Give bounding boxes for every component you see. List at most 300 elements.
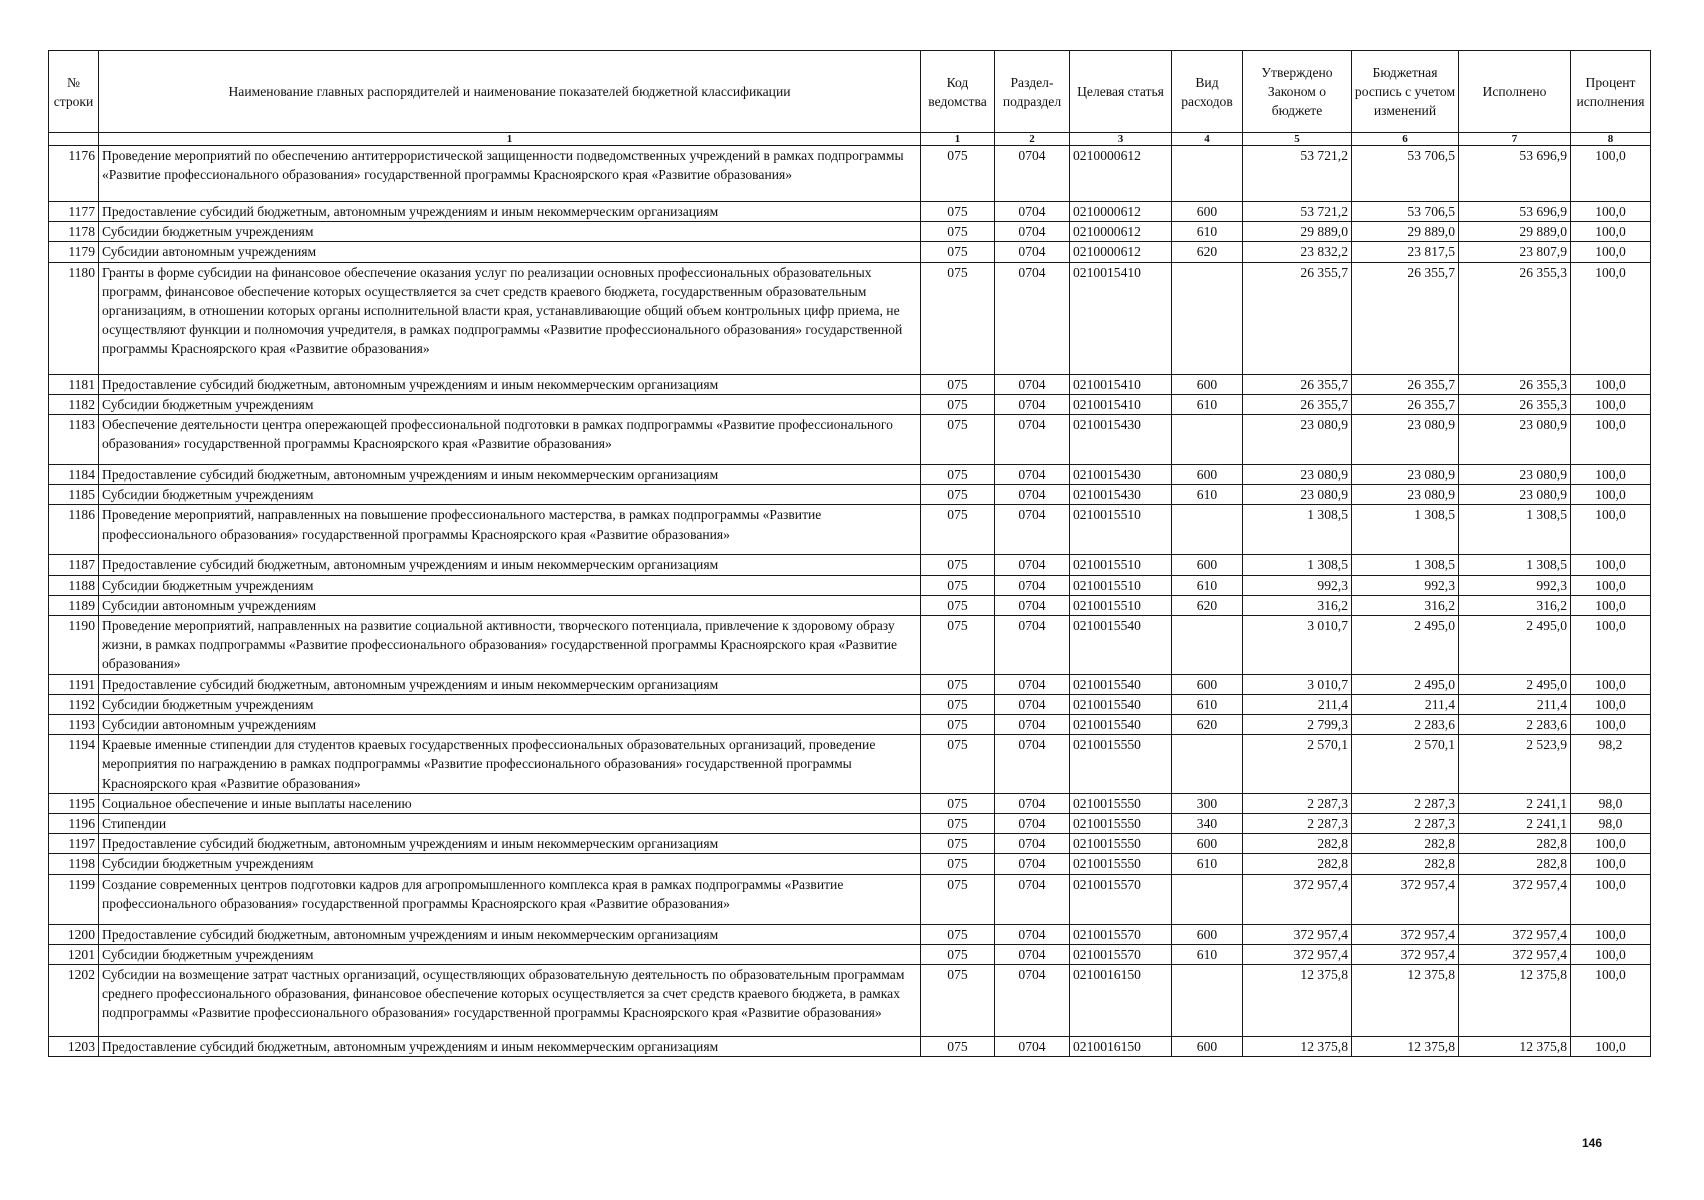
table-row <box>49 242 1651 262</box>
expense-type-cell: 600 <box>1172 202 1243 222</box>
indicator-name-cell: Проведение мероприятий по обеспечению антитеррористической защищенности подведомственных учреждений в рамках подпрограммы «Развитие профессионального образования» государственной программы Красноярского края «Развитие образования» <box>99 146 921 202</box>
header-cell: Бюджетная роспись с учетом изменений <box>1352 51 1459 133</box>
target-article-cell: 0210016150 <box>1070 1037 1172 1057</box>
header-cell: Исполнено <box>1459 51 1571 133</box>
execution-percent-cell: 100,0 <box>1571 1037 1651 1057</box>
page-number: 146 <box>1582 1136 1603 1150</box>
budget-schedule-cell: 372 957,4 <box>1352 924 1459 944</box>
expense-type-cell: 600 <box>1172 1037 1243 1057</box>
executed-amount-cell: 23 807,9 <box>1459 242 1571 262</box>
execution-percent-cell: 100,0 <box>1571 616 1651 675</box>
row-number-cell: 1184 <box>49 465 99 485</box>
department-code-cell: 075 <box>921 1037 995 1057</box>
budget-schedule-cell: 1 308,5 <box>1352 505 1459 555</box>
execution-percent-cell: 100,0 <box>1571 465 1651 485</box>
budget-schedule-cell: 2 495,0 <box>1352 616 1459 675</box>
row-number-cell: 1179 <box>49 242 99 262</box>
execution-percent-cell: 100,0 <box>1571 834 1651 854</box>
table-row <box>49 814 1651 834</box>
executed-amount-cell: 1 308,5 <box>1459 505 1571 555</box>
executed-amount-cell: 282,8 <box>1459 854 1571 874</box>
expense-type-cell: 620 <box>1172 715 1243 735</box>
indicator-name-cell: Предоставление субсидий бюджетным, автономным учреждениям и иным некоммерческим организациям <box>99 924 921 944</box>
approved-amount-cell: 1 308,5 <box>1243 555 1352 575</box>
header-cell: Вид расходов <box>1172 51 1243 133</box>
section-code-cell: 0704 <box>995 793 1070 813</box>
indicator-name-cell: Проведение мероприятий, направленных на развитие социальной активности, творческого потенциала, привлечение к здоровому образу жизни, в рамках подпрограммы «Развитие профессионального образования» государственной программы Красноярского края «Развитие образования» <box>99 616 921 675</box>
target-article-cell: 0210015550 <box>1070 735 1172 794</box>
table-row <box>49 616 1651 675</box>
execution-percent-cell: 100,0 <box>1571 694 1651 714</box>
expense-type-cell: 300 <box>1172 793 1243 813</box>
indicator-name-cell: Субсидии бюджетным учреждениям <box>99 694 921 714</box>
department-code-cell: 075 <box>921 715 995 735</box>
indicator-name-cell: Субсидии бюджетным учреждениям <box>99 854 921 874</box>
department-code-cell: 075 <box>921 374 995 394</box>
budget-schedule-cell: 29 889,0 <box>1352 222 1459 242</box>
expense-type-cell: 600 <box>1172 374 1243 394</box>
target-article-cell: 0210000612 <box>1070 242 1172 262</box>
section-code-cell: 0704 <box>995 202 1070 222</box>
row-number-cell: 1196 <box>49 814 99 834</box>
expense-type-cell: 600 <box>1172 924 1243 944</box>
approved-amount-cell: 3 010,7 <box>1243 674 1352 694</box>
table-row <box>49 674 1651 694</box>
execution-percent-cell: 98,0 <box>1571 793 1651 813</box>
target-article-cell: 0210015540 <box>1070 616 1172 675</box>
header-cell: Целевая статья <box>1070 51 1172 133</box>
budget-schedule-cell: 1 308,5 <box>1352 555 1459 575</box>
column-number-cell <box>49 133 99 146</box>
target-article-cell: 0210015570 <box>1070 924 1172 944</box>
approved-amount-cell: 992,3 <box>1243 575 1352 595</box>
table-row <box>49 374 1651 394</box>
indicator-name-cell: Субсидии на возмещение затрат частных организаций, осуществляющих образовательную деятельность по образовательным программам среднего профессионального образования, финансовое обеспечение которых осуществляется за счет средств краевого бюджета, в рамках подпрограммы «Развитие профессионального образования» государственной программы Красноярского края «Развитие образования» <box>99 965 921 1037</box>
section-code-cell: 0704 <box>995 575 1070 595</box>
table-row <box>49 715 1651 735</box>
approved-amount-cell: 2 799,3 <box>1243 715 1352 735</box>
department-code-cell: 075 <box>921 793 995 813</box>
column-number-cell: 4 <box>1172 133 1243 146</box>
table-row <box>49 924 1651 944</box>
department-code-cell: 075 <box>921 262 995 374</box>
section-code-cell: 0704 <box>995 965 1070 1037</box>
execution-percent-cell: 100,0 <box>1571 555 1651 575</box>
expense-type-cell: 340 <box>1172 814 1243 834</box>
executed-amount-cell: 26 355,3 <box>1459 394 1571 414</box>
indicator-name-cell: Обеспечение деятельности центра опережающей профессиональной подготовки в рамках подпрограммы «Развитие профессионального образования» государственной программы Красноярского края «Развитие образования» <box>99 415 921 465</box>
table-row <box>49 394 1651 414</box>
table-row <box>49 485 1651 505</box>
row-number-cell: 1188 <box>49 575 99 595</box>
indicator-name-cell: Краевые именные стипендии для студентов краевых государственных профессиональных образовательных организаций, проведение мероприятия по награждению в рамках подпрограммы «Развитие профессионального образования» государственной программы Красноярского края «Развитие образования» <box>99 735 921 794</box>
department-code-cell: 075 <box>921 415 995 465</box>
indicator-name-cell: Субсидии бюджетным учреждениям <box>99 944 921 964</box>
execution-percent-cell: 100,0 <box>1571 202 1651 222</box>
executed-amount-cell: 2 495,0 <box>1459 616 1571 675</box>
section-code-cell: 0704 <box>995 222 1070 242</box>
indicator-name-cell: Субсидии бюджетным учреждениям <box>99 222 921 242</box>
row-number-cell: 1198 <box>49 854 99 874</box>
department-code-cell: 075 <box>921 854 995 874</box>
table-body <box>49 146 1651 1057</box>
table-row <box>49 694 1651 714</box>
executed-amount-cell: 372 957,4 <box>1459 924 1571 944</box>
department-code-cell: 075 <box>921 694 995 714</box>
budget-schedule-cell: 282,8 <box>1352 854 1459 874</box>
row-number-cell: 1197 <box>49 834 99 854</box>
section-code-cell: 0704 <box>995 1037 1070 1057</box>
budget-schedule-cell: 372 957,4 <box>1352 874 1459 924</box>
table-row <box>49 944 1651 964</box>
target-article-cell: 0210015510 <box>1070 595 1172 615</box>
execution-percent-cell: 100,0 <box>1571 674 1651 694</box>
header-cell: № строки <box>49 51 99 133</box>
execution-percent-cell: 100,0 <box>1571 874 1651 924</box>
table-row <box>49 735 1651 794</box>
table-row <box>49 146 1651 202</box>
section-code-cell: 0704 <box>995 262 1070 374</box>
execution-percent-cell: 100,0 <box>1571 262 1651 374</box>
expense-type-cell: 610 <box>1172 394 1243 414</box>
column-number-cell: 2 <box>995 133 1070 146</box>
execution-percent-cell: 100,0 <box>1571 374 1651 394</box>
budget-schedule-cell: 282,8 <box>1352 834 1459 854</box>
target-article-cell: 0210015430 <box>1070 415 1172 465</box>
row-number-cell: 1181 <box>49 374 99 394</box>
target-article-cell: 0210015510 <box>1070 555 1172 575</box>
expense-type-cell: 600 <box>1172 674 1243 694</box>
approved-amount-cell: 1 308,5 <box>1243 505 1352 555</box>
department-code-cell: 075 <box>921 505 995 555</box>
expense-type-cell <box>1172 965 1243 1037</box>
indicator-name-cell: Предоставление субсидий бюджетным, автономным учреждениям и иным некоммерческим организациям <box>99 465 921 485</box>
table-row <box>49 465 1651 485</box>
approved-amount-cell: 372 957,4 <box>1243 924 1352 944</box>
section-code-cell: 0704 <box>995 735 1070 794</box>
budget-execution-table <box>48 50 1651 1057</box>
approved-amount-cell: 23 080,9 <box>1243 465 1352 485</box>
budget-schedule-cell: 53 706,5 <box>1352 202 1459 222</box>
department-code-cell: 075 <box>921 965 995 1037</box>
target-article-cell: 0210015540 <box>1070 715 1172 735</box>
executed-amount-cell: 211,4 <box>1459 694 1571 714</box>
table-row <box>49 262 1651 374</box>
column-number-cell: 8 <box>1571 133 1651 146</box>
executed-amount-cell: 2 523,9 <box>1459 735 1571 794</box>
expense-type-cell <box>1172 415 1243 465</box>
section-code-cell: 0704 <box>995 874 1070 924</box>
target-article-cell: 0210015550 <box>1070 834 1172 854</box>
executed-amount-cell: 23 080,9 <box>1459 415 1571 465</box>
executed-amount-cell: 23 080,9 <box>1459 485 1571 505</box>
expense-type-cell <box>1172 735 1243 794</box>
section-code-cell: 0704 <box>995 555 1070 575</box>
approved-amount-cell: 282,8 <box>1243 834 1352 854</box>
executed-amount-cell: 12 375,8 <box>1459 1037 1571 1057</box>
department-code-cell: 075 <box>921 674 995 694</box>
column-number-cell: 3 <box>1070 133 1172 146</box>
indicator-name-cell: Проведение мероприятий, направленных на повышение профессионального мастерства, в рамках подпрограммы «Развитие профессионального образования» государственной программы Красноярского края «Развитие образования» <box>99 505 921 555</box>
row-number-cell: 1199 <box>49 874 99 924</box>
execution-percent-cell: 98,2 <box>1571 735 1651 794</box>
section-code-cell: 0704 <box>995 814 1070 834</box>
execution-percent-cell: 100,0 <box>1571 715 1651 735</box>
row-number-cell: 1182 <box>49 394 99 414</box>
target-article-cell: 0210015570 <box>1070 874 1172 924</box>
execution-percent-cell: 100,0 <box>1571 222 1651 242</box>
row-number-cell: 1191 <box>49 674 99 694</box>
approved-amount-cell: 23 080,9 <box>1243 415 1352 465</box>
approved-amount-cell: 2 287,3 <box>1243 814 1352 834</box>
expense-type-cell: 600 <box>1172 465 1243 485</box>
section-code-cell: 0704 <box>995 505 1070 555</box>
department-code-cell: 075 <box>921 595 995 615</box>
table-row <box>49 415 1651 465</box>
department-code-cell: 075 <box>921 944 995 964</box>
section-code-cell: 0704 <box>995 465 1070 485</box>
row-number-cell: 1193 <box>49 715 99 735</box>
column-number-row <box>49 133 1651 146</box>
executed-amount-cell: 282,8 <box>1459 834 1571 854</box>
budget-schedule-cell: 26 355,7 <box>1352 394 1459 414</box>
target-article-cell: 0210015550 <box>1070 854 1172 874</box>
row-number-cell: 1183 <box>49 415 99 465</box>
indicator-name-cell: Стипендии <box>99 814 921 834</box>
table-row <box>49 575 1651 595</box>
budget-schedule-cell: 12 375,8 <box>1352 965 1459 1037</box>
column-number-cell: 7 <box>1459 133 1571 146</box>
expense-type-cell: 620 <box>1172 595 1243 615</box>
expense-type-cell <box>1172 616 1243 675</box>
budget-schedule-cell: 2 495,0 <box>1352 674 1459 694</box>
table-row <box>49 874 1651 924</box>
row-number-cell: 1180 <box>49 262 99 374</box>
department-code-cell: 075 <box>921 485 995 505</box>
expense-type-cell: 600 <box>1172 555 1243 575</box>
section-code-cell: 0704 <box>995 944 1070 964</box>
budget-schedule-cell: 992,3 <box>1352 575 1459 595</box>
expense-type-cell: 620 <box>1172 242 1243 262</box>
approved-amount-cell: 2 570,1 <box>1243 735 1352 794</box>
target-article-cell: 0210015410 <box>1070 374 1172 394</box>
execution-percent-cell: 100,0 <box>1571 944 1651 964</box>
row-number-cell: 1189 <box>49 595 99 615</box>
target-article-cell: 0210016150 <box>1070 965 1172 1037</box>
table-row <box>49 222 1651 242</box>
executed-amount-cell: 12 375,8 <box>1459 965 1571 1037</box>
section-code-cell: 0704 <box>995 485 1070 505</box>
execution-percent-cell: 100,0 <box>1571 485 1651 505</box>
section-code-cell: 0704 <box>995 595 1070 615</box>
target-article-cell: 0210015510 <box>1070 575 1172 595</box>
row-number-cell: 1187 <box>49 555 99 575</box>
table-row <box>49 202 1651 222</box>
expense-type-cell: 610 <box>1172 222 1243 242</box>
executed-amount-cell: 53 696,9 <box>1459 202 1571 222</box>
department-code-cell: 075 <box>921 616 995 675</box>
approved-amount-cell: 372 957,4 <box>1243 944 1352 964</box>
budget-schedule-cell: 211,4 <box>1352 694 1459 714</box>
target-article-cell: 0210015510 <box>1070 505 1172 555</box>
department-code-cell: 075 <box>921 222 995 242</box>
indicator-name-cell: Субсидии бюджетным учреждениям <box>99 575 921 595</box>
table-row <box>49 1037 1651 1057</box>
header-row <box>49 51 1651 133</box>
approved-amount-cell: 282,8 <box>1243 854 1352 874</box>
execution-percent-cell: 100,0 <box>1571 415 1651 465</box>
budget-schedule-cell: 316,2 <box>1352 595 1459 615</box>
row-number-cell: 1178 <box>49 222 99 242</box>
indicator-name-cell: Предоставление субсидий бюджетным, автономным учреждениям и иным некоммерческим организациям <box>99 674 921 694</box>
column-number-cell: 1 <box>921 133 995 146</box>
expense-type-cell: 600 <box>1172 834 1243 854</box>
target-article-cell: 0210015540 <box>1070 674 1172 694</box>
department-code-cell: 075 <box>921 575 995 595</box>
table-row <box>49 834 1651 854</box>
budget-schedule-cell: 23 080,9 <box>1352 485 1459 505</box>
table-row <box>49 555 1651 575</box>
executed-amount-cell: 2 283,6 <box>1459 715 1571 735</box>
approved-amount-cell: 316,2 <box>1243 595 1352 615</box>
target-article-cell: 0210000612 <box>1070 146 1172 202</box>
row-number-cell: 1190 <box>49 616 99 675</box>
approved-amount-cell: 29 889,0 <box>1243 222 1352 242</box>
table-row <box>49 793 1651 813</box>
target-article-cell: 0210015410 <box>1070 394 1172 414</box>
expense-type-cell <box>1172 262 1243 374</box>
approved-amount-cell: 12 375,8 <box>1243 965 1352 1037</box>
target-article-cell: 0210015570 <box>1070 944 1172 964</box>
department-code-cell: 075 <box>921 555 995 575</box>
approved-amount-cell: 23 832,2 <box>1243 242 1352 262</box>
indicator-name-cell: Предоставление субсидий бюджетным, автономным учреждениям и иным некоммерческим организациям <box>99 1037 921 1057</box>
department-code-cell: 075 <box>921 465 995 485</box>
approved-amount-cell: 53 721,2 <box>1243 146 1352 202</box>
executed-amount-cell: 372 957,4 <box>1459 944 1571 964</box>
executed-amount-cell: 2 241,1 <box>1459 814 1571 834</box>
department-code-cell: 075 <box>921 242 995 262</box>
approved-amount-cell: 23 080,9 <box>1243 485 1352 505</box>
row-number-cell: 1186 <box>49 505 99 555</box>
executed-amount-cell: 26 355,3 <box>1459 374 1571 394</box>
department-code-cell: 075 <box>921 735 995 794</box>
approved-amount-cell: 26 355,7 <box>1243 262 1352 374</box>
header-cell: Код ведомства <box>921 51 995 133</box>
header-cell: Наименование главных распорядителей и наименование показателей бюджетной классификации <box>99 51 921 133</box>
department-code-cell: 075 <box>921 874 995 924</box>
section-code-cell: 0704 <box>995 146 1070 202</box>
department-code-cell: 075 <box>921 924 995 944</box>
executed-amount-cell: 372 957,4 <box>1459 874 1571 924</box>
column-number-cell: 1 <box>99 133 921 146</box>
executed-amount-cell: 2 241,1 <box>1459 793 1571 813</box>
section-code-cell: 0704 <box>995 374 1070 394</box>
execution-percent-cell: 100,0 <box>1571 146 1651 202</box>
executed-amount-cell: 1 308,5 <box>1459 555 1571 575</box>
table-row <box>49 505 1651 555</box>
approved-amount-cell: 211,4 <box>1243 694 1352 714</box>
row-number-cell: 1203 <box>49 1037 99 1057</box>
expense-type-cell: 610 <box>1172 694 1243 714</box>
indicator-name-cell: Субсидии бюджетным учреждениям <box>99 485 921 505</box>
expense-type-cell: 610 <box>1172 575 1243 595</box>
executed-amount-cell: 2 495,0 <box>1459 674 1571 694</box>
budget-schedule-cell: 23 080,9 <box>1352 415 1459 465</box>
indicator-name-cell: Гранты в форме субсидии на финансовое обеспечение оказания услуг по реализации основных профессиональных образовательных программ, финансовое обеспечение которых осуществляется за счет средств краевого бюджета, государственным образовательным организациям, в отношении которых органы исполнительной власти края, устанавливающие общий объем контрольных цифр приема, не осуществляют функции и полномочия учредителя, в рамках подпрограммы «Развитие профессионального образования» государственной программы Красноярского края «Развитие образования» <box>99 262 921 374</box>
row-number-cell: 1176 <box>49 146 99 202</box>
expense-type-cell <box>1172 146 1243 202</box>
indicator-name-cell: Предоставление субсидий бюджетным, автономным учреждениям и иным некоммерческим организациям <box>99 834 921 854</box>
section-code-cell: 0704 <box>995 394 1070 414</box>
section-code-cell: 0704 <box>995 616 1070 675</box>
table-row <box>49 965 1651 1037</box>
department-code-cell: 075 <box>921 146 995 202</box>
target-article-cell: 0210015430 <box>1070 465 1172 485</box>
target-article-cell: 0210015550 <box>1070 814 1172 834</box>
budget-schedule-cell: 23 817,5 <box>1352 242 1459 262</box>
execution-percent-cell: 98,0 <box>1571 814 1651 834</box>
section-code-cell: 0704 <box>995 715 1070 735</box>
department-code-cell: 075 <box>921 394 995 414</box>
table-row <box>49 854 1651 874</box>
row-number-cell: 1177 <box>49 202 99 222</box>
indicator-name-cell: Субсидии автономным учреждениям <box>99 242 921 262</box>
approved-amount-cell: 372 957,4 <box>1243 874 1352 924</box>
department-code-cell: 075 <box>921 202 995 222</box>
row-number-cell: 1195 <box>49 793 99 813</box>
executed-amount-cell: 992,3 <box>1459 575 1571 595</box>
budget-schedule-cell: 2 283,6 <box>1352 715 1459 735</box>
budget-schedule-cell: 23 080,9 <box>1352 465 1459 485</box>
row-number-cell: 1200 <box>49 924 99 944</box>
target-article-cell: 0210015540 <box>1070 694 1172 714</box>
column-number-cell: 6 <box>1352 133 1459 146</box>
indicator-name-cell: Предоставление субсидий бюджетным, автономным учреждениям и иным некоммерческим организациям <box>99 374 921 394</box>
approved-amount-cell: 53 721,2 <box>1243 202 1352 222</box>
budget-schedule-cell: 12 375,8 <box>1352 1037 1459 1057</box>
indicator-name-cell: Предоставление субсидий бюджетным, автономным учреждениям и иным некоммерческим организациям <box>99 202 921 222</box>
column-number-cell: 5 <box>1243 133 1352 146</box>
budget-schedule-cell: 2 570,1 <box>1352 735 1459 794</box>
row-number-cell: 1185 <box>49 485 99 505</box>
approved-amount-cell: 12 375,8 <box>1243 1037 1352 1057</box>
executed-amount-cell: 316,2 <box>1459 595 1571 615</box>
row-number-cell: 1192 <box>49 694 99 714</box>
budget-schedule-cell: 53 706,5 <box>1352 146 1459 202</box>
department-code-cell: 075 <box>921 834 995 854</box>
department-code-cell: 075 <box>921 814 995 834</box>
target-article-cell: 0210000612 <box>1070 222 1172 242</box>
budget-schedule-cell: 372 957,4 <box>1352 944 1459 964</box>
target-article-cell: 0210015430 <box>1070 485 1172 505</box>
section-code-cell: 0704 <box>995 242 1070 262</box>
target-article-cell: 0210015550 <box>1070 793 1172 813</box>
row-number-cell: 1194 <box>49 735 99 794</box>
execution-percent-cell: 100,0 <box>1571 924 1651 944</box>
budget-schedule-cell: 2 287,3 <box>1352 814 1459 834</box>
execution-percent-cell: 100,0 <box>1571 965 1651 1037</box>
approved-amount-cell: 3 010,7 <box>1243 616 1352 675</box>
execution-percent-cell: 100,0 <box>1571 394 1651 414</box>
execution-percent-cell: 100,0 <box>1571 854 1651 874</box>
section-code-cell: 0704 <box>995 854 1070 874</box>
expense-type-cell: 610 <box>1172 485 1243 505</box>
approved-amount-cell: 2 287,3 <box>1243 793 1352 813</box>
budget-schedule-cell: 2 287,3 <box>1352 793 1459 813</box>
target-article-cell: 0210000612 <box>1070 202 1172 222</box>
approved-amount-cell: 26 355,7 <box>1243 374 1352 394</box>
